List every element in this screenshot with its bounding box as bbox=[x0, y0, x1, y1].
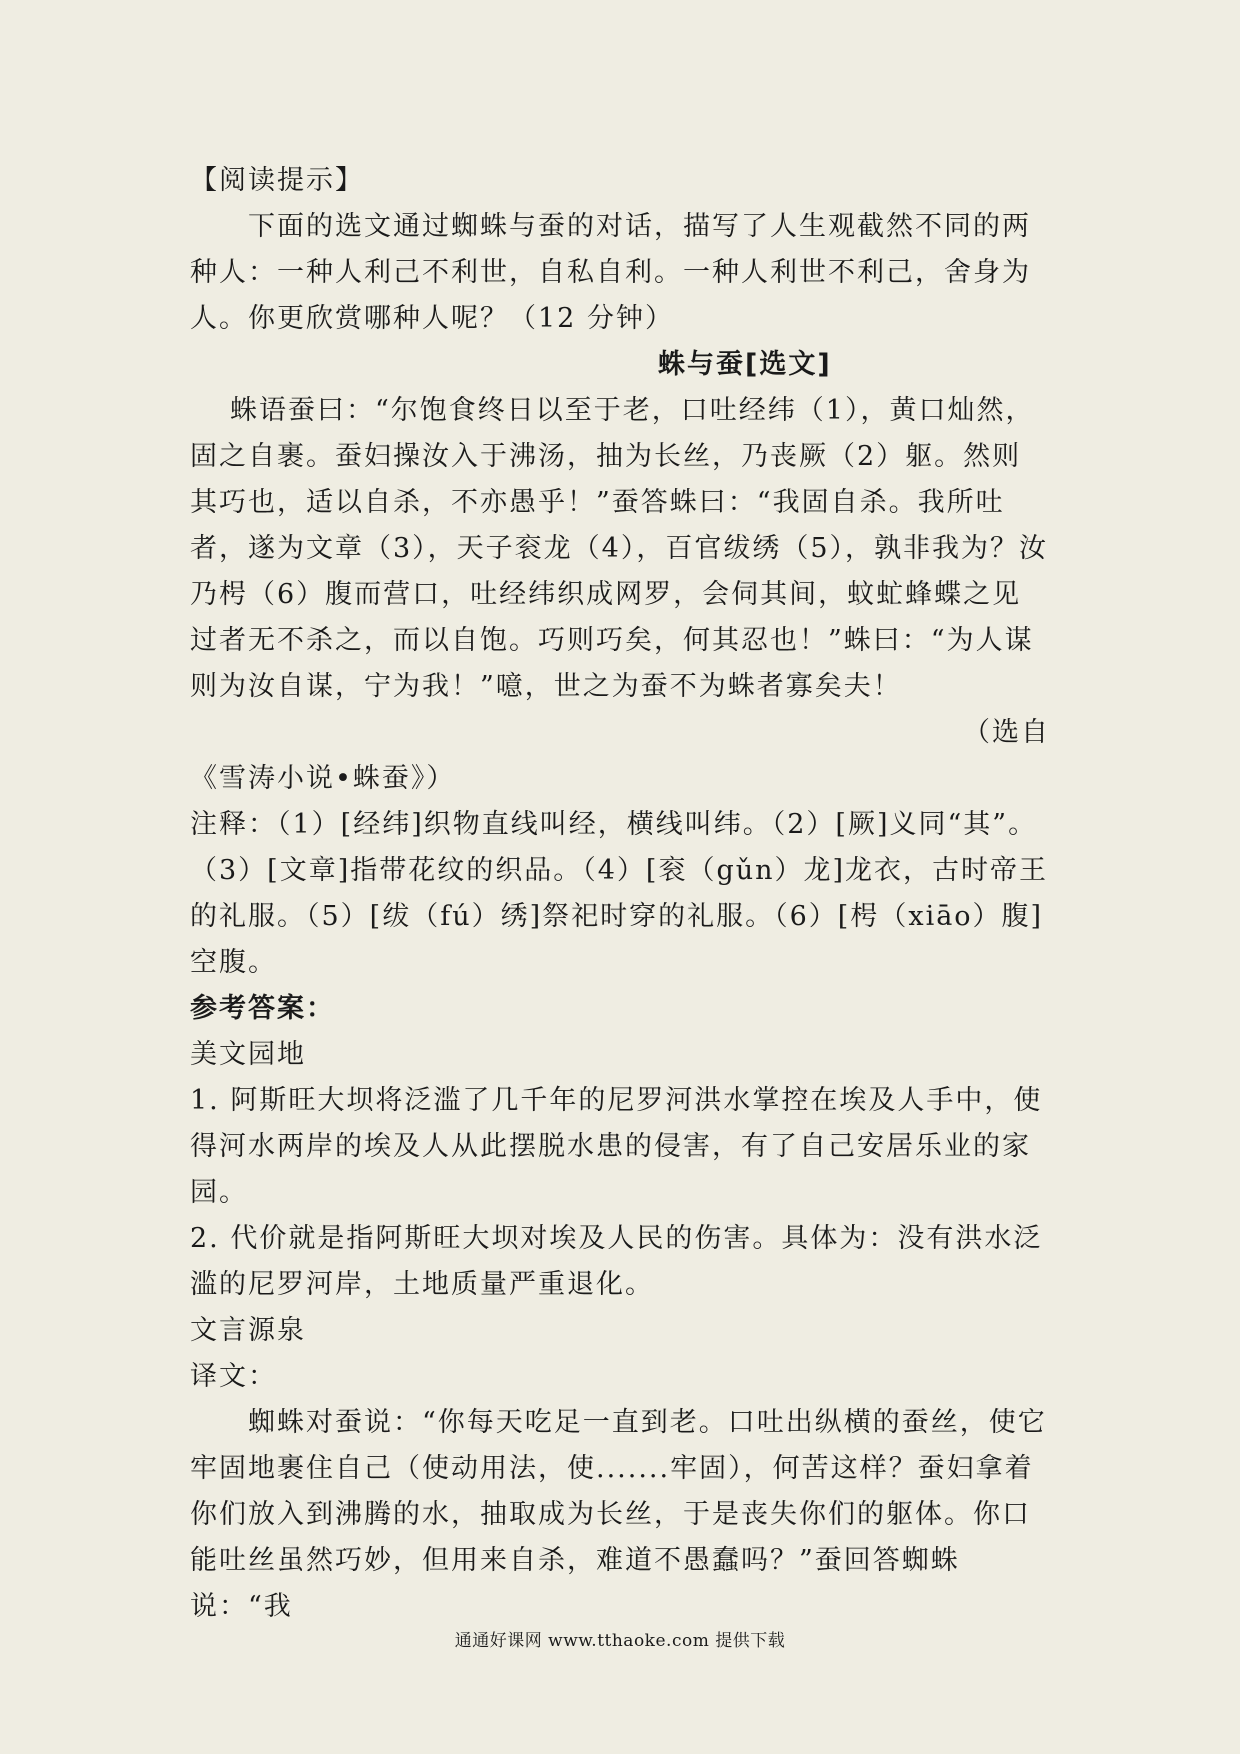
passage-body: 蛛语蚕曰：“尔饱食终日以至于老，口吐经纬（1），黄口灿然，固之自裹。蚕妇操汝入于沸汤，抽为长丝，乃丧厥（2）躯。然则其巧也，适以自杀，不亦愚乎！”蚕答蛛曰：“我固自杀。我所吐者，遂为文章（3），天子衮龙（4），百官绂绣（5），孰非我为？汝乃枵（6）腹而营口，吐经纬织成网罗，会伺其间，蚊虻蜂蝶之见过者无不杀之，而以自饱。巧则巧矣，何其忍也！”蛛曰：“为人谋则为汝自谋，宁为我！”噫，世之为蚕不为蛛者寡矣夫！ bbox=[190, 395, 1049, 702]
section-meiwen: 美文园地 bbox=[190, 1039, 306, 1070]
reading-tip-heading: 【阅读提示】 bbox=[190, 165, 364, 196]
passage-title: 蛛与蚕[选文] bbox=[658, 349, 832, 380]
answers-heading: 参考答案： bbox=[190, 993, 335, 1024]
translation-label: 译文： bbox=[190, 1361, 277, 1392]
answer-item-2: 2. 代价就是指阿斯旺大坝对埃及人民的伤害。具体为：没有洪水泛滥的尼罗河岸，土地质量严重退化。 bbox=[190, 1223, 1043, 1300]
page-content bbox=[190, 158, 1050, 1630]
passage-source-prefix: （选自 bbox=[963, 717, 1050, 748]
answer-item-1: 1. 阿斯旺大坝将泛滥了几千年的尼罗河洪水掌控在埃及人手中，使得河水两岸的埃及人从此摆脱水患的侵害，有了自己安居乐业的家园。 bbox=[190, 1085, 1043, 1208]
passage-source: 《雪涛小说•蛛蚕》） bbox=[190, 763, 456, 794]
translation-text: 蜘蛛对蚕说：“你每天吃足一直到老。口吐出纵横的蚕丝，使它牢固地裹住自己（使动用法，使.......牢固），何苦这样？蚕妇拿着你们放入到沸腾的水，抽取成为长丝，于是丧失你们的躯体。你口能吐丝虽然巧妙，但用来自杀，难道不愚蠢吗？”蚕回答蜘蛛说：“我 bbox=[190, 1407, 1047, 1622]
passage-notes: 注释：（1）[经纬]织物直线叫经，横线叫纬。（2）[厥]义同“其”。（3）[文章]指带花纹的织品。（4）[衮（gǔn）龙]龙衣，古时帝王的礼服。（5）[绂（fú）绣]祭祀时穿的礼服。（6）[枵（xiāo）腹]空腹。 bbox=[190, 809, 1049, 978]
section-wenyan: 文言源泉 bbox=[190, 1315, 306, 1346]
page-footer: 通通好课网 www.tthaoke.com 提供下载 bbox=[454, 1631, 786, 1651]
reading-tip-text: 下面的选文通过蜘蛛与蚕的对话，描写了人生观截然不同的两种人：一种人利己不利世，自私自利。一种人利世不利己，舍身为人。你更欣赏哪种人呢？（12 分钟） bbox=[190, 211, 1031, 334]
